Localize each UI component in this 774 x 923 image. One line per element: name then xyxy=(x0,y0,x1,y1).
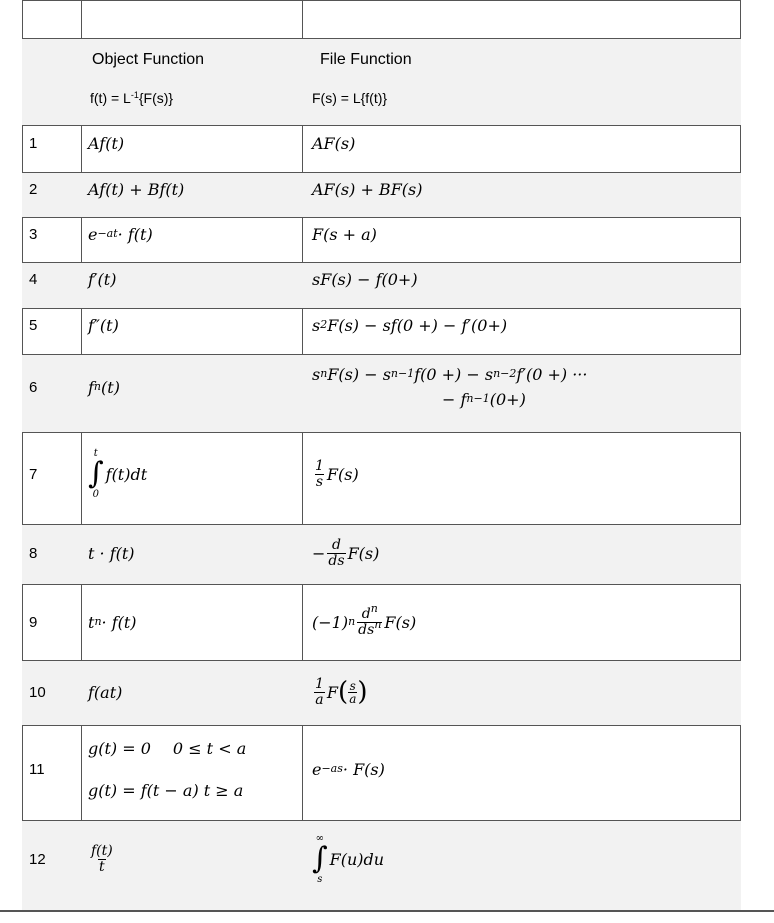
object-function: e −at · f(t) xyxy=(88,224,153,244)
file-function-line2: − f n−1 (0+) xyxy=(442,389,526,409)
row-number: 10 xyxy=(29,683,46,701)
table-row xyxy=(22,125,741,172)
object-function: f″(t) xyxy=(88,315,119,335)
object-function-line2: g(t) = f(t − a) t ≥ a xyxy=(88,780,244,800)
row-number: 1 xyxy=(29,134,38,152)
object-formula-suffix: {F(s)} xyxy=(138,90,174,106)
object-function xyxy=(88,433,303,515)
file-function xyxy=(312,433,741,515)
object-function-formula xyxy=(90,90,173,106)
row-number: 2 xyxy=(29,180,38,198)
file-function: F(s + a) xyxy=(312,224,377,244)
object-function: f(at) xyxy=(88,682,123,702)
obj-base: t xyxy=(88,612,95,632)
fraction-numerator: f(t) xyxy=(91,842,113,859)
file-rest: F(s) xyxy=(347,543,380,563)
fraction-denominator: a xyxy=(315,691,324,708)
numerator-sup: n xyxy=(370,601,378,615)
denominator-base: ds xyxy=(358,621,375,638)
file-l2-a: − f xyxy=(442,389,467,409)
file-a: s xyxy=(312,315,321,335)
file-l1-c: f(0 +) − s xyxy=(414,364,494,384)
fraction xyxy=(314,677,325,708)
file-function: e −as · F(s) xyxy=(312,759,385,779)
table-row xyxy=(22,524,741,584)
fraction xyxy=(314,459,325,490)
fraction-numerator: 1 xyxy=(315,675,324,692)
fraction xyxy=(357,601,382,638)
object-function-line1 xyxy=(88,736,246,760)
inner-numerator: s xyxy=(349,678,356,693)
fraction-denominator: t xyxy=(99,858,105,875)
table-row xyxy=(22,660,741,725)
inner-fraction xyxy=(348,680,357,705)
object-function xyxy=(88,821,303,897)
file-pre: − xyxy=(312,543,326,563)
integral-sign: t ∫ 0 xyxy=(88,448,104,500)
file-base: e xyxy=(312,759,322,779)
file-l1-d: f′(0 +) ··· xyxy=(516,364,588,384)
row-number: 7 xyxy=(29,465,38,483)
object-formula-sup: -1 xyxy=(130,90,139,100)
object-function: t · f(t) xyxy=(88,543,135,563)
object-formula-prefix: f(t) = L xyxy=(90,90,131,106)
row-number: 5 xyxy=(29,316,38,334)
table-row xyxy=(22,308,741,354)
file-l1-a: s xyxy=(312,364,321,384)
row-number: 11 xyxy=(29,760,45,778)
fraction-denominator: ds xyxy=(328,552,345,569)
integral-lower-limit: 0 xyxy=(92,489,99,500)
row-number: 3 xyxy=(29,225,38,243)
table-top-row xyxy=(22,0,741,38)
table-row xyxy=(22,584,741,660)
obj-rest: (t) xyxy=(101,377,120,397)
file-function xyxy=(312,821,741,897)
file-l1-b: F(s) − s xyxy=(327,364,391,384)
file-rest: F(s) − sf(0 +) − f′(0+) xyxy=(327,315,508,335)
fraction-denominator: s xyxy=(315,473,324,490)
file-function-title: File Function xyxy=(320,51,412,68)
row-number: 6 xyxy=(29,378,38,396)
file-rest: · F(s) xyxy=(342,759,385,779)
object-function: Af(t) + Bf(t) xyxy=(88,179,185,199)
table-row xyxy=(22,725,741,820)
file-function xyxy=(312,525,741,581)
fraction-denominator xyxy=(357,617,382,638)
obj-rest: · f(t) xyxy=(101,612,137,632)
obj-l1-condition: 0 ≤ t < a xyxy=(172,738,247,758)
file-pre: (−1) xyxy=(312,612,349,632)
object-function: f′(t) xyxy=(88,269,117,289)
table-row xyxy=(22,820,741,911)
row-number: 9 xyxy=(29,613,38,631)
file-function-line1: s n F(s) − s n−1 f(0 +) − s n−2 f′(0 +) ··· xyxy=(312,364,588,384)
fraction xyxy=(327,538,345,569)
integrand: f(t)dt xyxy=(105,464,148,484)
file-mid: F xyxy=(326,682,339,702)
obj-l1: g(t) = 0 xyxy=(88,738,151,758)
obj-rest: · f(t) xyxy=(117,224,153,244)
file-function: s 2 F(s) − sf(0 +) − f′(0+) xyxy=(312,315,508,335)
table-row xyxy=(22,432,741,524)
fraction-numerator: 1 xyxy=(315,457,324,474)
file-function: AF(s) + BF(s) xyxy=(312,179,423,199)
row-number: 4 xyxy=(29,270,38,288)
laplace-transform-table xyxy=(22,0,741,911)
fraction-numerator: d xyxy=(332,536,341,553)
table-row xyxy=(22,262,741,308)
object-function: t n · f(t) xyxy=(88,612,137,632)
file-function: $\frac{1}{a}$ F ( $\frac{s}{a}$ ) xyxy=(315,675,368,708)
numerator-base: d xyxy=(361,605,371,622)
obj-base: e xyxy=(88,224,98,244)
table-row xyxy=(22,172,741,217)
integral-lower-limit: s xyxy=(317,874,323,885)
table-header-row xyxy=(22,38,741,125)
integral-upper-limit: t xyxy=(93,448,98,459)
integral-upper-limit: ∞ xyxy=(315,833,324,844)
integrand: F(u)du xyxy=(329,849,385,869)
bottom-rule xyxy=(0,910,774,912)
file-function: AF(s) xyxy=(312,133,356,153)
object-function: Af(t) xyxy=(88,133,125,153)
file-l2-b: (0+) xyxy=(489,389,526,409)
denominator-sup: n xyxy=(374,617,382,631)
file-rest: F(s) xyxy=(384,612,417,632)
file-function: sF(s) − f(0+) xyxy=(312,269,418,289)
inner-denominator: a xyxy=(349,691,357,706)
object-function: f n (t) xyxy=(88,377,120,397)
integral-sign: ∞ ∫ s xyxy=(312,833,328,885)
table-row xyxy=(22,217,741,262)
object-function-title: Object Function xyxy=(92,51,205,68)
file-function-formula: F(s) = L{f(t)} xyxy=(312,90,388,106)
table-row xyxy=(22,354,741,432)
fraction xyxy=(90,844,114,875)
obj-base: f xyxy=(88,377,94,397)
row-number: 8 xyxy=(29,544,38,562)
file-rest: F(s) xyxy=(326,464,359,484)
row-number: 12 xyxy=(29,850,46,868)
file-function: (−1) n $\frac{d^n}{ds^n}$ F(s) xyxy=(312,601,417,638)
